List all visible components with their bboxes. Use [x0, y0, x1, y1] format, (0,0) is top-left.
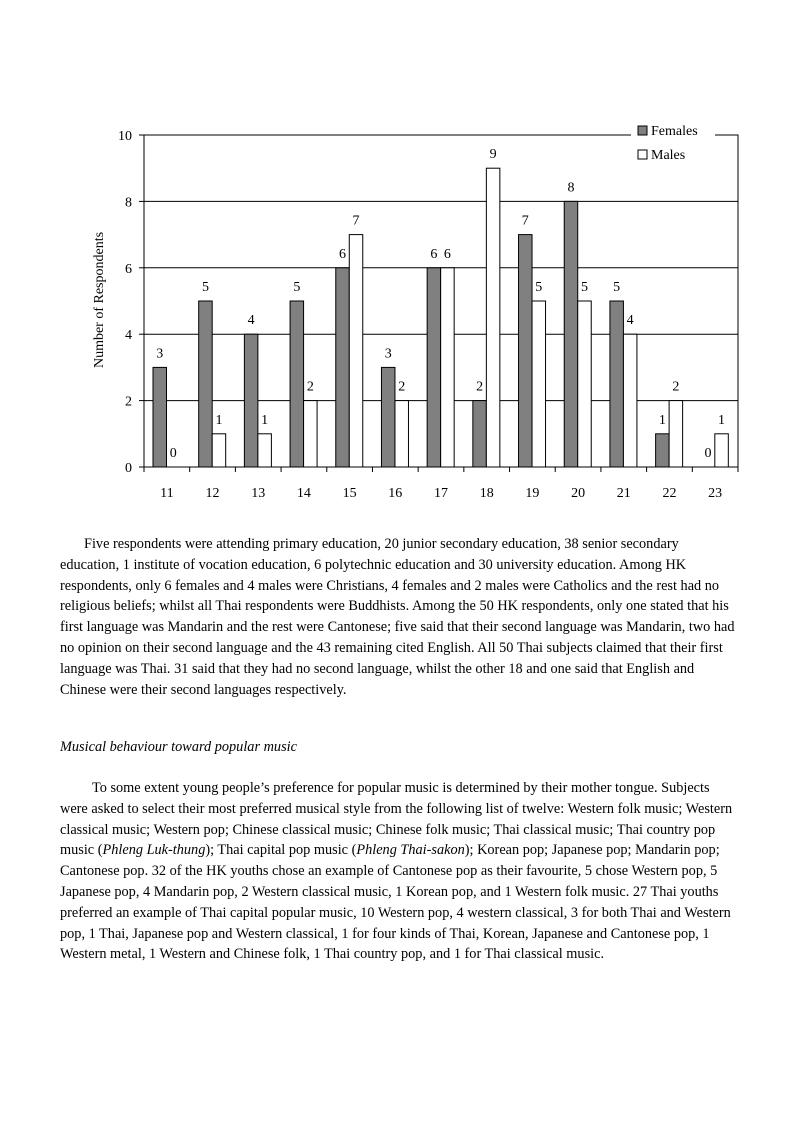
data-label-males: 1: [261, 412, 269, 428]
bar-females: [427, 268, 441, 467]
data-label-males: 5: [580, 280, 588, 295]
legend-label-males: Males: [651, 148, 686, 163]
y-tick-label: 2: [125, 394, 132, 410]
p2-term-luk-thung: Phleng Luk-thung: [102, 842, 206, 859]
data-label-males: 5: [535, 280, 543, 295]
bar-males: [212, 434, 226, 467]
y-tick-label: 0: [125, 461, 132, 476]
y-tick-label: 10: [118, 129, 132, 144]
x-tick-label: 20: [571, 486, 586, 501]
p2-text-e: ); Korean pop; Japanese pop; Mandarin pop; Cantonese pop. 32 of the HK youths chose an example of Cantonese pop as their favourite, 5 chose Western pop, 5 Japanese pop, 4 Mandarin pop, 2 Western classical music, 1 Korean pop, and 1 Western folk music. 27 Thai youths preferred an example of Thai capital popular music, 10 Western pop, 4 western classical, 3 for both Thai and Western pop, 1 Thai, Japanese pop and Western classical, 1 for four kinds of Thai, Korean, Japanese and Cantonese pop, 1 Western metal, 1 Western and Chinese folk, 1 Thai country pop, and 1 for Thai classical music.: [60, 842, 731, 963]
x-tick-label: 19: [525, 486, 540, 501]
chart-bars: [153, 168, 728, 467]
x-tick-label: 21: [616, 486, 631, 501]
p2-text-c: ); Thai capital pop music (: [205, 842, 357, 859]
data-label-males: 1: [215, 412, 223, 428]
respondents-bar-chart: [0, 0, 793, 520]
bar-females: [473, 401, 487, 467]
bar-females: [610, 301, 624, 467]
data-label-males: 0: [169, 446, 177, 461]
bar-males: [578, 301, 592, 467]
data-label-females: 5: [293, 280, 301, 295]
bar-males: [623, 334, 637, 467]
bar-females: [656, 434, 670, 467]
x-tick-label: 13: [251, 486, 266, 501]
x-tick-label: 11: [160, 486, 174, 501]
legend-swatch-males: [638, 150, 647, 159]
legend-swatch-females: [638, 126, 647, 135]
x-tick-label: 23: [708, 486, 723, 501]
bar-males: [304, 401, 318, 467]
data-label-females: 7: [521, 213, 529, 229]
data-label-females: 3: [156, 346, 164, 362]
bar-males: [441, 268, 455, 467]
data-label-males: 6: [443, 246, 451, 262]
bar-females: [199, 301, 213, 467]
data-label-females: 5: [201, 280, 209, 295]
paragraph-musical-preference: [60, 778, 738, 965]
x-tick-label: 15: [342, 486, 357, 501]
data-label-males: 2: [306, 379, 314, 395]
data-label-females: 0: [704, 446, 712, 461]
bar-females: [336, 268, 350, 467]
data-label-females: 5: [613, 280, 621, 295]
data-label-males: 2: [398, 379, 406, 395]
data-label-males: 4: [626, 313, 634, 329]
x-tick-label: 14: [296, 486, 311, 501]
chart-legend: [631, 122, 715, 170]
y-axis-label: Number of Respondents: [92, 231, 107, 369]
bar-females: [244, 334, 258, 467]
data-label-females: 4: [247, 313, 255, 329]
x-tick-label: 16: [388, 486, 403, 501]
x-tick-label: 18: [479, 486, 494, 501]
legend-label-females: Females: [651, 124, 698, 139]
data-label-males: 1: [718, 412, 726, 428]
data-label-males: 2: [672, 379, 680, 395]
y-tick-label: 8: [125, 195, 132, 211]
data-label-females: 8: [567, 180, 575, 196]
data-label-females: 6: [430, 246, 438, 262]
x-tick-label: 22: [662, 486, 677, 501]
paragraph-demographics: Five respondents were attending primary education, 20 junior secondary education, 38 senior secondary education, 1 institute of vocation education, 6 polytechnic education and 30 university education. Among HK respondents, only 6 females and 4 males were Christians, 4 females and 2 males were Catholics and the rest had no religious beliefs; whilst all Thai respondents were Buddhists. Among the 50 HK respondents, only one stated that his first language was Mandarin and the rest were Cantonese; five said that their second language was Mandarin, two had no opinion on their second language and the 43 remaining cited English. All 50 Thai subjects claimed that their first language was Thai. 31 said that they had no second language, whilst the other 18 and one said that English and Chinese were their second languages respectively.: [60, 536, 735, 698]
bar-females: [290, 301, 304, 467]
bar-males: [486, 168, 500, 467]
p2-text-a: To some extent young people’s preference for popular music is determined by their mother tongue. Subjects were asked to select their most preferred musical style from the following list of twelve: Western folk music; Western classical music; Western pop; Chinese classical music; Chinese folk music; Thai classical music; Thai country pop music (: [60, 780, 733, 859]
y-tick-label: 6: [125, 261, 132, 277]
y-tick-label: 4: [125, 328, 132, 344]
data-label-females: 2: [476, 379, 484, 395]
bar-males: [258, 434, 272, 467]
p2-term-thai-sakon: Phleng Thai-sakon: [356, 842, 465, 859]
x-tick-label: 12: [205, 486, 220, 501]
bar-males: [715, 434, 729, 467]
data-label-females: 3: [384, 346, 392, 362]
data-label-females: 1: [658, 412, 666, 428]
data-label-males: 9: [489, 147, 497, 163]
bar-females: [564, 201, 578, 467]
x-tick-label: 17: [434, 486, 448, 501]
data-label-females: 6: [339, 246, 347, 262]
bar-females: [153, 367, 167, 467]
bar-females: [519, 235, 533, 467]
section-heading: Musical behaviour toward popular music: [60, 739, 297, 755]
bar-males: [669, 401, 683, 467]
data-label-males: 7: [352, 213, 360, 229]
bar-males: [349, 235, 363, 467]
bar-males: [532, 301, 546, 467]
bar-males: [395, 401, 409, 467]
bar-females: [381, 367, 395, 467]
